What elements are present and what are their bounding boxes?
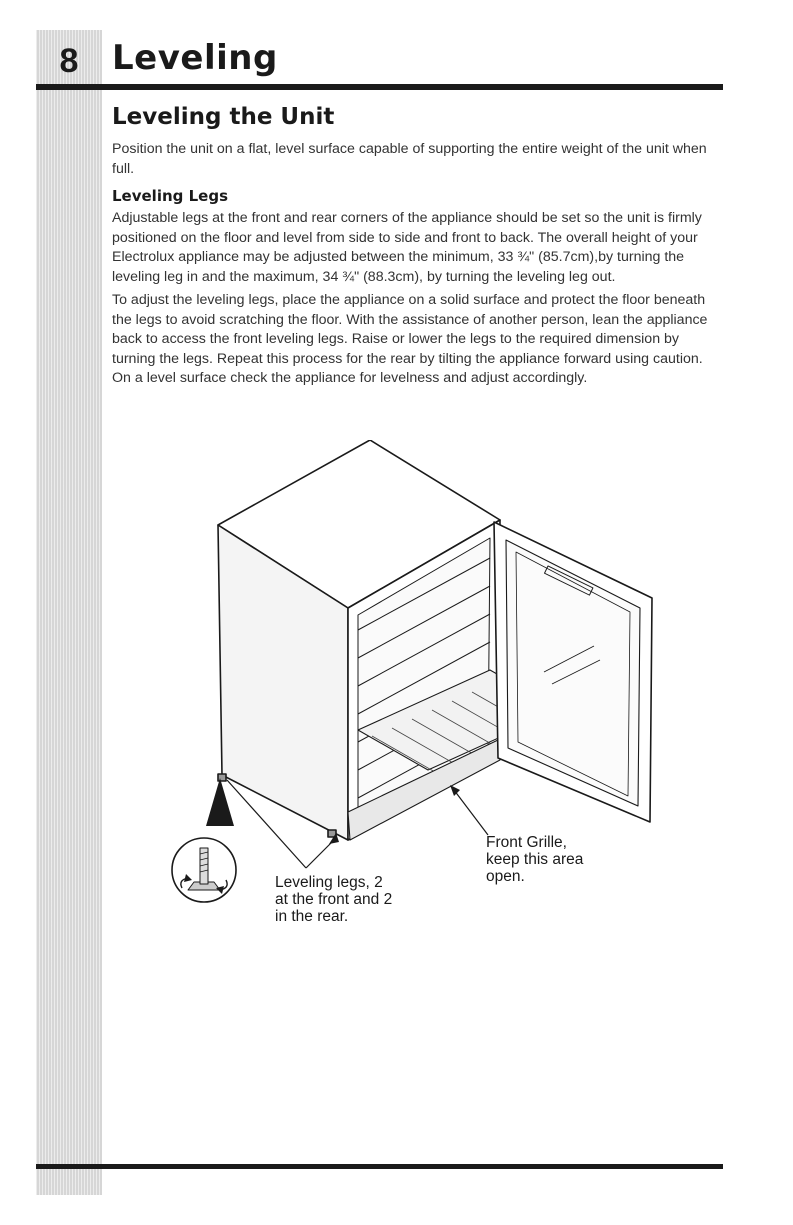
leveling-legs-callout bbox=[275, 874, 392, 925]
side-stripe bbox=[36, 30, 102, 1195]
leveling-figure bbox=[160, 440, 680, 925]
paragraph-1: Adjustable legs at the front and rear corners of the appliance should be set so the unit is firmly positioned on the floor and level from side to side and front to back. The overall height of your Electrolux appliance may be adjusted between the minimum, 33 ¾" (85.7cm),by turning the leveling leg in and the maximum, 34 ¾" (88.3cm), by turning the leveling leg out. bbox=[112, 210, 702, 285]
callout-line: keep this area bbox=[486, 851, 584, 868]
top-rule bbox=[36, 84, 723, 90]
subsection-title: Leveling Legs bbox=[112, 187, 229, 205]
chapter-number: 8 bbox=[59, 41, 79, 80]
chapter-title: Leveling bbox=[112, 38, 278, 78]
callout-line: in the rear. bbox=[275, 908, 349, 925]
callout-line: Leveling legs, 2 bbox=[275, 874, 383, 891]
callout-line: open. bbox=[486, 868, 525, 885]
callout-line: at the front and 2 bbox=[275, 891, 393, 908]
content bbox=[112, 104, 717, 393]
section-title: Leveling the Unit bbox=[112, 104, 335, 130]
wine-cooler-illustration bbox=[160, 440, 680, 920]
front-grille-callout bbox=[486, 834, 583, 885]
paragraph-2: To adjust the leveling legs, place the appliance on a solid surface and protect the floor beneath the legs to avoid scratching the floor. With the assistance of another person, lean the appliance back to access the front leveling legs. Raise or lower the legs to the required dimension by turning the legs. Repeat this process for the rear by tilting the appliance forward using caution. On a level surface check the appliance for levelness and adjust accordingly. bbox=[112, 292, 708, 386]
intro-paragraph: Position the unit on a flat, level surface capable of supporting the entire weight of the unit when full. bbox=[112, 141, 707, 177]
bottom-rule bbox=[36, 1164, 723, 1169]
callout-line: Front Grille, bbox=[486, 834, 567, 851]
